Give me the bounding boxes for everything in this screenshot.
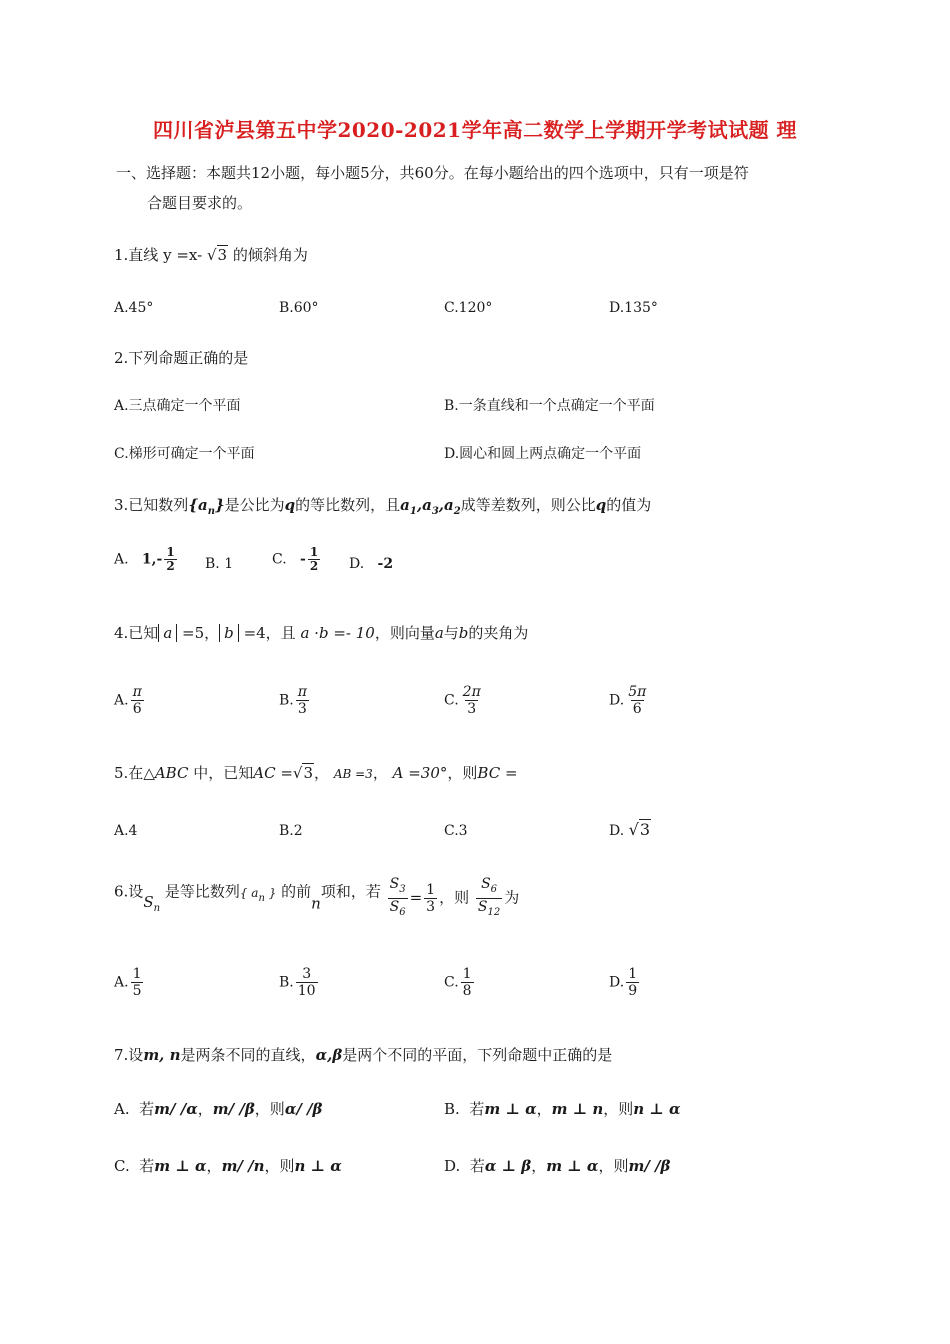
option-text: ，则 [598, 1157, 629, 1175]
term: a [400, 496, 410, 514]
sqrt-symbol: √3 [292, 764, 314, 782]
numerator [479, 876, 499, 898]
q4-text: 与 [443, 624, 459, 642]
sub: 6 [490, 884, 498, 895]
sequence-symbol [188, 496, 225, 517]
q4-option-b[interactable] [279, 684, 311, 717]
q1-option-c[interactable]: C.120° [444, 300, 493, 316]
q4-option-d[interactable] [609, 684, 650, 717]
sequence-braces: { an } [239, 885, 277, 904]
option-text: ， [531, 1157, 547, 1175]
q7-text: 是两条不同的直线， [180, 1046, 316, 1064]
condition-2: m/ /β [212, 1100, 255, 1118]
option-label: C. [272, 551, 287, 568]
numerator: 1 [426, 882, 436, 898]
vector-magnitude-b: b [219, 624, 239, 642]
seq-close: } [214, 496, 225, 514]
ratio-symbol: q [595, 496, 607, 514]
option-text: ， [206, 1157, 222, 1175]
fraction [296, 966, 318, 999]
fraction [131, 966, 144, 999]
section-heading-cont: 合题目要求的。 [147, 194, 253, 212]
q4-text: =5， [182, 624, 220, 642]
condition-1: m ⊥ α [154, 1157, 207, 1175]
sum-symbol: S [389, 899, 400, 915]
sum-symbol: S [389, 876, 400, 892]
question-4-stem [114, 622, 528, 643]
radicand: 3 [639, 820, 651, 839]
denominator: 10 [297, 983, 316, 999]
condition-2: m ⊥ α [546, 1157, 599, 1175]
vector-magnitude-a: a [158, 624, 177, 642]
fraction [131, 684, 144, 717]
fraction [164, 546, 176, 573]
question-1-stem [114, 244, 308, 265]
fraction [296, 684, 309, 717]
conclusion: n ⊥ α [294, 1157, 342, 1175]
side-ac: AC = [253, 764, 293, 782]
option-text: ，则 [254, 1100, 285, 1118]
vector-b: b [458, 624, 469, 642]
q4-text: 4.已知 [114, 624, 159, 642]
numerator: 1 [132, 966, 142, 982]
option-value: 1,- [141, 551, 163, 568]
partial-sum [143, 892, 161, 914]
option-label: A. [114, 1100, 130, 1118]
q2-option-c[interactable]: C.梯形可确定一个平面 [114, 446, 255, 462]
q5-option-d[interactable] [609, 820, 651, 839]
fraction [626, 966, 639, 999]
option-label: D. [349, 556, 365, 572]
numerator: 3 [302, 966, 312, 982]
numerator: π [297, 684, 307, 700]
radicand: 3 [217, 246, 228, 264]
denominator: 3 [467, 701, 477, 717]
q3-text: 3.已知数列 [114, 496, 189, 514]
numerator: 5π [628, 684, 647, 700]
q3-option-d[interactable] [349, 556, 393, 572]
option-text: ， [197, 1100, 213, 1118]
q6-option-c[interactable] [444, 966, 476, 999]
q7-text: 是两个不同的平面，下列命题中正确的是 [342, 1046, 613, 1064]
condition-1: α ⊥ β [484, 1157, 532, 1175]
q6-option-d[interactable] [609, 966, 641, 999]
q4-text: 的夹角为 [468, 624, 529, 642]
q5-text: ， [314, 764, 330, 782]
seq-open: {a [188, 496, 208, 514]
q6-text: 是等比数列 [164, 882, 240, 901]
question-7-stem [114, 1044, 612, 1065]
q7-text: 7.设 [114, 1046, 144, 1064]
conclusion: n ⊥ α [633, 1100, 681, 1118]
denominator: 8 [462, 983, 472, 999]
denominator: 6 [632, 701, 642, 717]
section-heading: 一、选择题：本题共12小题，每小题5分，共60分。在每小题给出的四个选项中，只有一项是符 [116, 164, 749, 182]
option-label: A. [114, 551, 129, 568]
numerator: 1 [628, 966, 638, 982]
numerator: 1 [166, 545, 175, 559]
equals: = [409, 888, 423, 907]
seq-sub: n [258, 892, 265, 904]
option-label: D. [609, 974, 625, 991]
question-5-stem [114, 762, 518, 783]
q3-option-a[interactable] [114, 546, 179, 573]
condition-1: m ⊥ α [484, 1100, 537, 1118]
option-label: D. [609, 692, 625, 709]
vector-a: a [434, 624, 444, 642]
q3-option-b[interactable]: B. 1 [205, 556, 234, 572]
q5-text: ，则 [447, 764, 478, 782]
term-sub: 1 [409, 506, 417, 517]
denominator: 2 [166, 559, 175, 573]
denominator: 3 [426, 899, 436, 915]
q5-text: 5.在 [114, 764, 144, 782]
option-label: B. [279, 974, 294, 991]
q6-text: 6.设 [114, 882, 144, 901]
sqrt-symbol: √3 [206, 246, 228, 264]
q3-text: 是公比为 [224, 496, 285, 514]
q5-option-b[interactable]: B.2 [279, 823, 303, 839]
option-label: D. [444, 1157, 461, 1175]
option-label: D. [609, 823, 625, 839]
option-label: C. [114, 1157, 130, 1175]
n-symbol: n [311, 894, 321, 913]
conclusion: m/ /β [628, 1157, 671, 1175]
term-sub: 3 [431, 506, 439, 517]
option-label: A. [114, 692, 129, 709]
denominator: 3 [297, 701, 307, 717]
option-label: C. [444, 692, 459, 709]
q1-equation: y =x- [163, 246, 203, 264]
denominator [476, 898, 502, 921]
option-text: 若 [469, 1157, 485, 1175]
question-2-stem: 2.下列命题正确的是 [114, 349, 249, 367]
seq-term: a [251, 885, 259, 900]
option-text: 若 [469, 1100, 485, 1118]
target-fraction [476, 876, 502, 921]
fraction [461, 966, 474, 999]
planes-symbol: α,β [315, 1046, 343, 1064]
sum-symbol: S [481, 876, 491, 892]
option-text: ，则 [264, 1157, 295, 1175]
q2-option-d[interactable]: D.圆心和圆上两点确定一个平面 [444, 446, 642, 462]
q1-prefix: 1.直线 [114, 246, 159, 264]
option-text: ， [536, 1100, 552, 1118]
option-label: B. [279, 692, 294, 709]
option-text: 若 [139, 1100, 155, 1118]
q7-option-a[interactable] [114, 1098, 323, 1119]
q5-text: 中，已知 [193, 764, 254, 782]
angle-a: A =30° [392, 764, 448, 782]
q4-option-a[interactable] [114, 684, 146, 717]
q7-option-c[interactable] [114, 1155, 342, 1176]
numerator: 2π [462, 684, 481, 700]
denominator: 6 [132, 701, 142, 717]
fraction [461, 684, 483, 717]
numerator: 1 [309, 545, 319, 559]
q2-option-b[interactable]: B.一条直线和一个点确定一个平面 [444, 398, 655, 414]
question-3-stem [114, 494, 651, 517]
condition-2: m/ /n [221, 1157, 265, 1175]
lines-symbol: m, n [143, 1046, 181, 1064]
ratio-symbol: q [284, 496, 296, 514]
option-text: 若 [139, 1157, 155, 1175]
denominator: 9 [628, 983, 638, 999]
condition-1: m/ /α [154, 1100, 198, 1118]
q4-text: ，则向量 [374, 624, 435, 642]
side-ab: AB =3 [333, 767, 373, 781]
denominator: 5 [132, 983, 142, 999]
option-text: ，则 [603, 1100, 634, 1118]
q5-option-a[interactable]: A.4 [114, 823, 138, 839]
q3-text: 的值为 [606, 496, 652, 514]
q1-option-d[interactable]: D.135° [609, 300, 658, 316]
question-6-stem [114, 876, 519, 921]
radicand: 3 [303, 764, 314, 782]
q3-text: 的等比数列，且 [295, 496, 401, 514]
q6-text: 的前 [281, 882, 312, 901]
sub: 12 [487, 907, 501, 918]
sqrt-symbol: √3 [628, 820, 651, 839]
q1-suffix: 的倾斜角为 [232, 246, 308, 264]
conclusion: α/ /β [284, 1100, 323, 1118]
q6-text: 项和，若 [320, 882, 381, 901]
q2-option-a[interactable]: A.三点确定一个平面 [114, 398, 241, 414]
fraction [626, 684, 648, 717]
q1-option-a[interactable]: A.45° [114, 300, 154, 316]
sub: 6 [399, 907, 406, 918]
option-label: A. [114, 974, 129, 991]
option-sign: - [300, 551, 306, 568]
numerator: π [132, 684, 142, 700]
sum-sub: n [153, 902, 161, 914]
q7-option-b[interactable] [444, 1098, 681, 1119]
q6-option-b[interactable] [279, 966, 320, 999]
sum-symbol: S [143, 892, 154, 911]
term-sub: 2 [453, 506, 461, 517]
option-label: B. [444, 1100, 460, 1118]
denominator: 2 [309, 559, 319, 573]
page-title: 四川省泸县第五中学2020-2021学年高二数学上学期开学考试试题 理 [152, 118, 798, 142]
q6-text: 为 [504, 888, 520, 907]
dot-product: a ·b =- 10 [300, 624, 375, 642]
value-fraction [424, 882, 437, 915]
term: a [444, 496, 454, 514]
q1-option-b[interactable]: B.60° [279, 300, 319, 316]
triangle: △ABC [143, 764, 189, 782]
q4-option-c[interactable] [444, 684, 485, 717]
sum-symbol: S [477, 899, 488, 915]
option-value: -2 [377, 556, 394, 572]
numerator: 1 [462, 966, 472, 982]
q3-option-c[interactable] [272, 546, 322, 573]
ratio-fraction [388, 876, 408, 921]
q4-text: =4，且 [243, 624, 296, 642]
q3-text: 成等差数列，则公比 [460, 496, 596, 514]
condition-2: m ⊥ n [551, 1100, 604, 1118]
side-bc: BC = [477, 764, 518, 782]
terms-symbol: $a_1,a_3,a_2$ [400, 496, 461, 517]
q6-option-a[interactable] [114, 966, 145, 999]
term: a [422, 496, 432, 514]
q5-option-c[interactable]: C.3 [444, 823, 468, 839]
q5-text: ， [372, 764, 388, 782]
q6-text: ，则 [439, 888, 470, 907]
numerator [388, 876, 408, 898]
denominator [388, 898, 408, 921]
fraction [308, 546, 320, 573]
seq-sub: n [207, 506, 215, 517]
option-label: C. [444, 974, 459, 991]
q7-option-d[interactable] [444, 1155, 671, 1176]
sub: 3 [399, 884, 406, 895]
